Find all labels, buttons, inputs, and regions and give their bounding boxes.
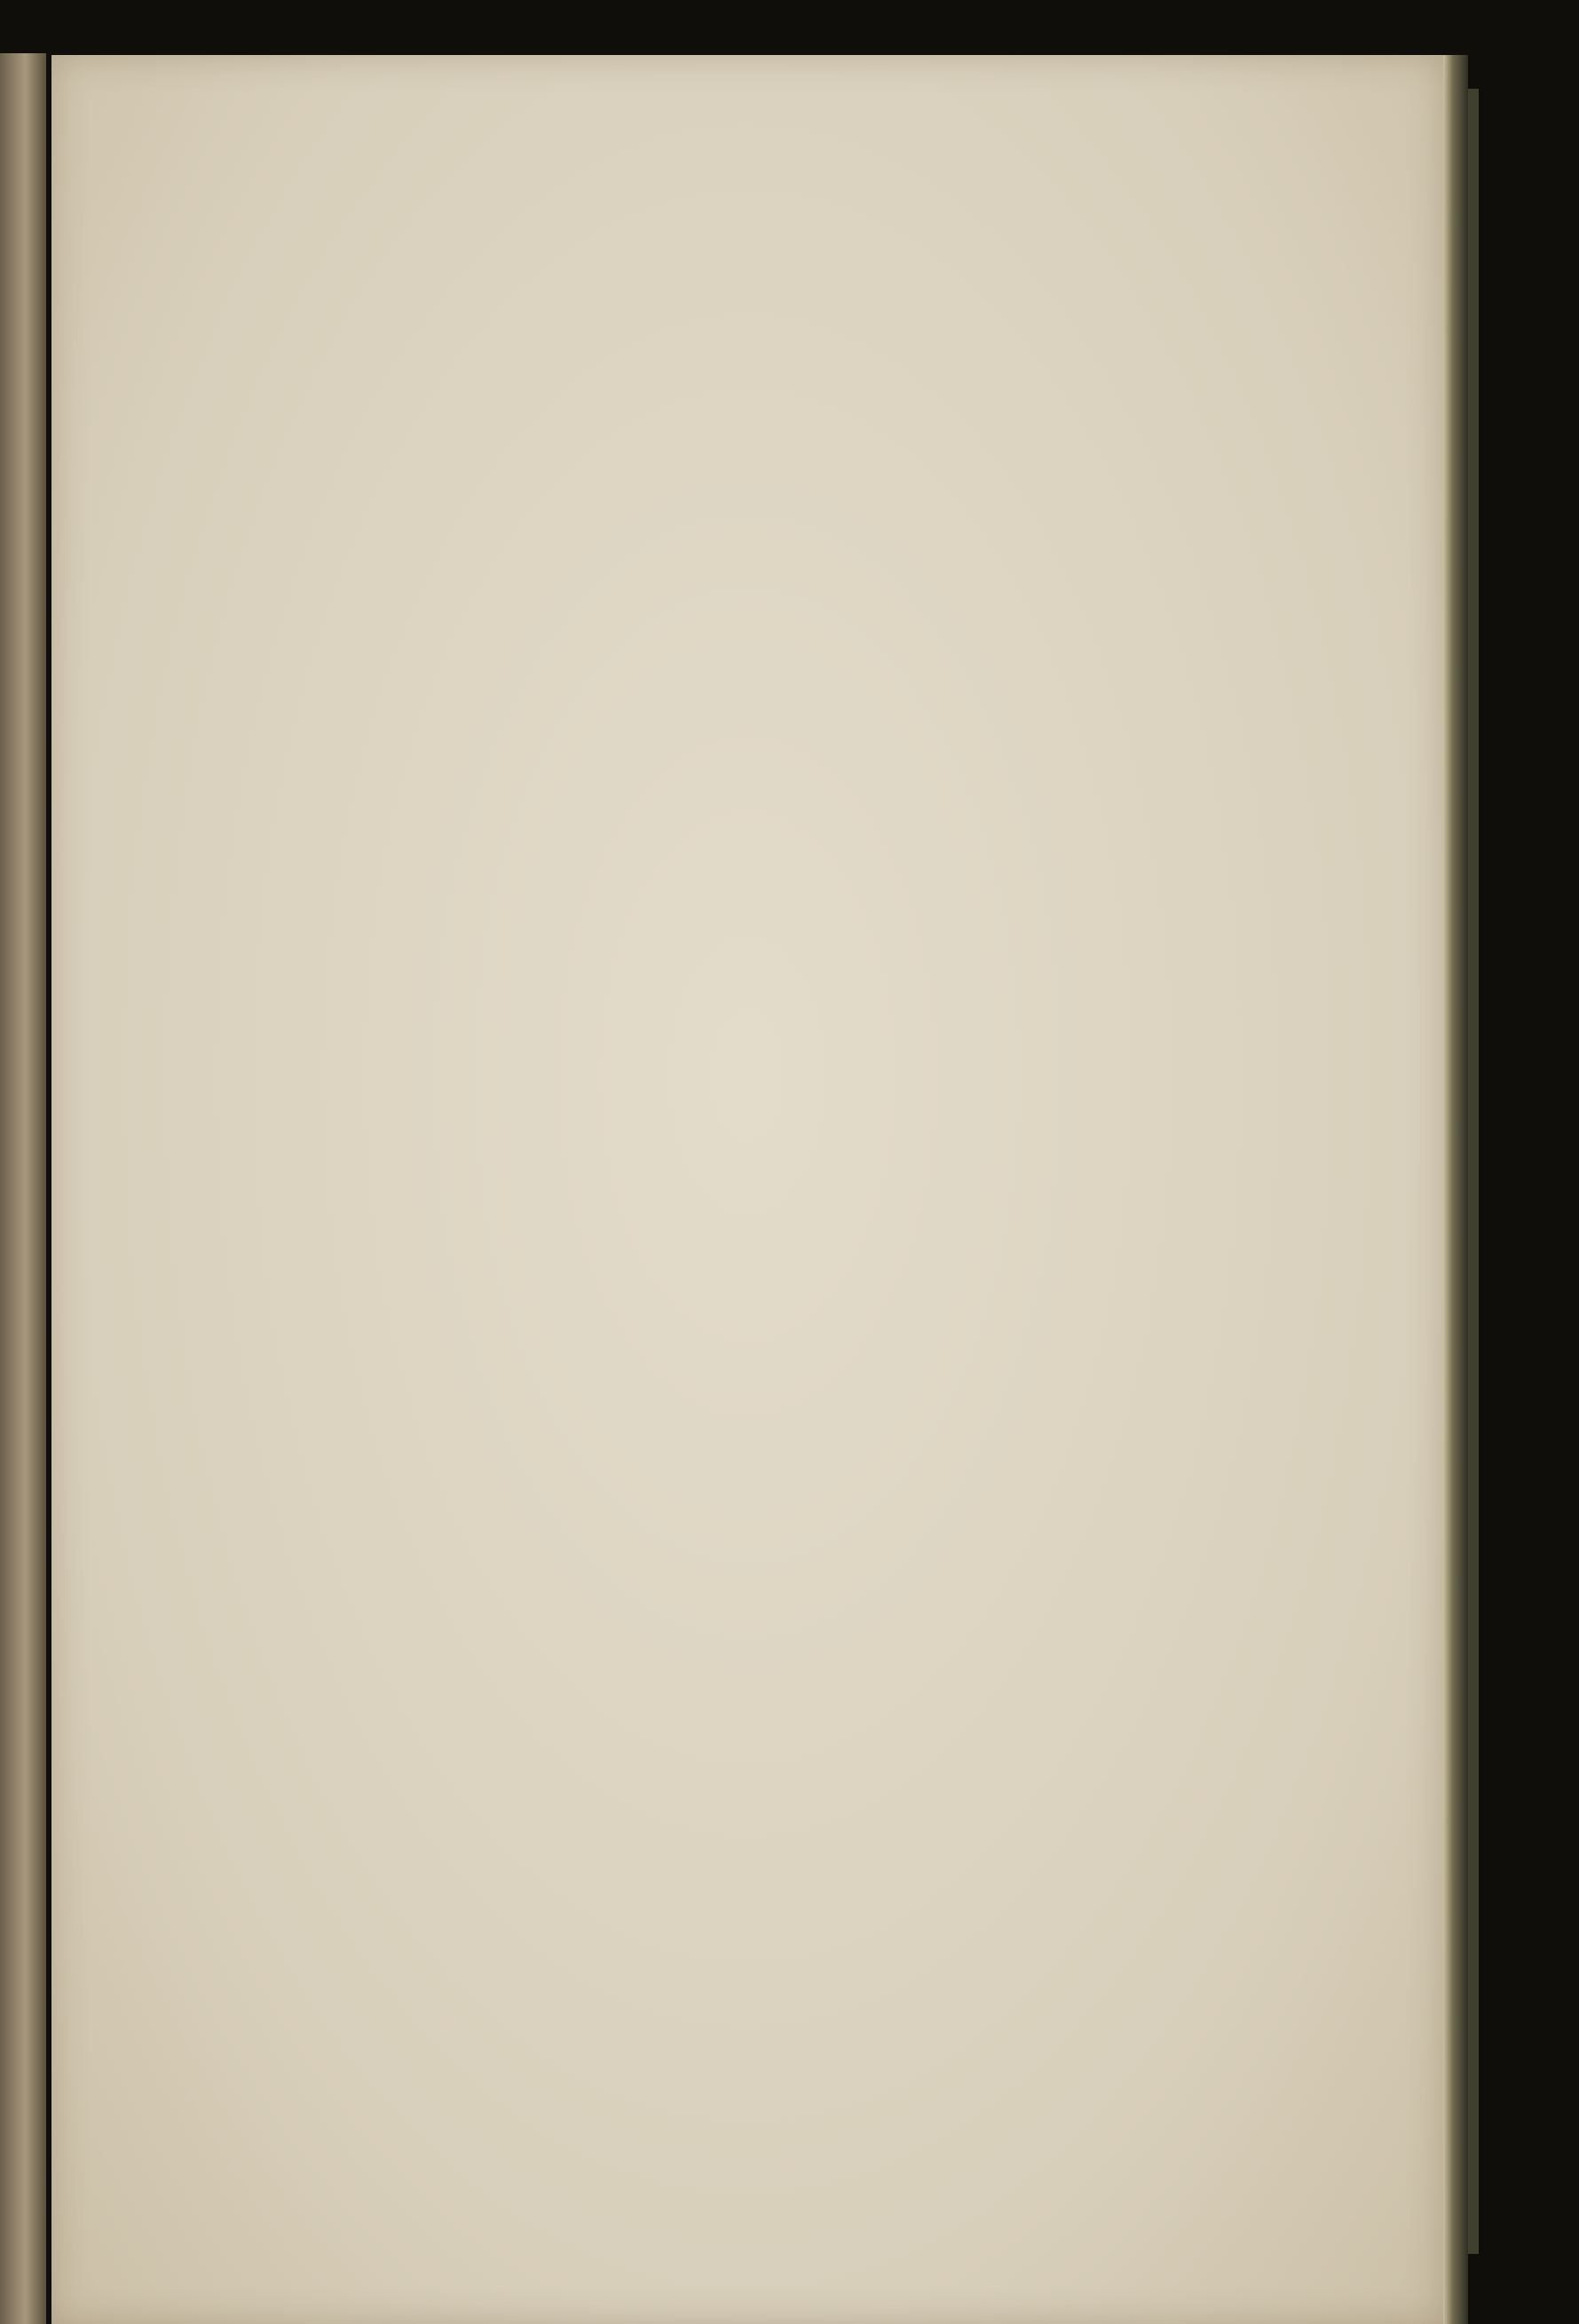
facing-page-edge [0, 53, 46, 2324]
book-page [51, 55, 1443, 2324]
book-spine [1443, 55, 1468, 2324]
binding-edge [1468, 89, 1479, 2254]
